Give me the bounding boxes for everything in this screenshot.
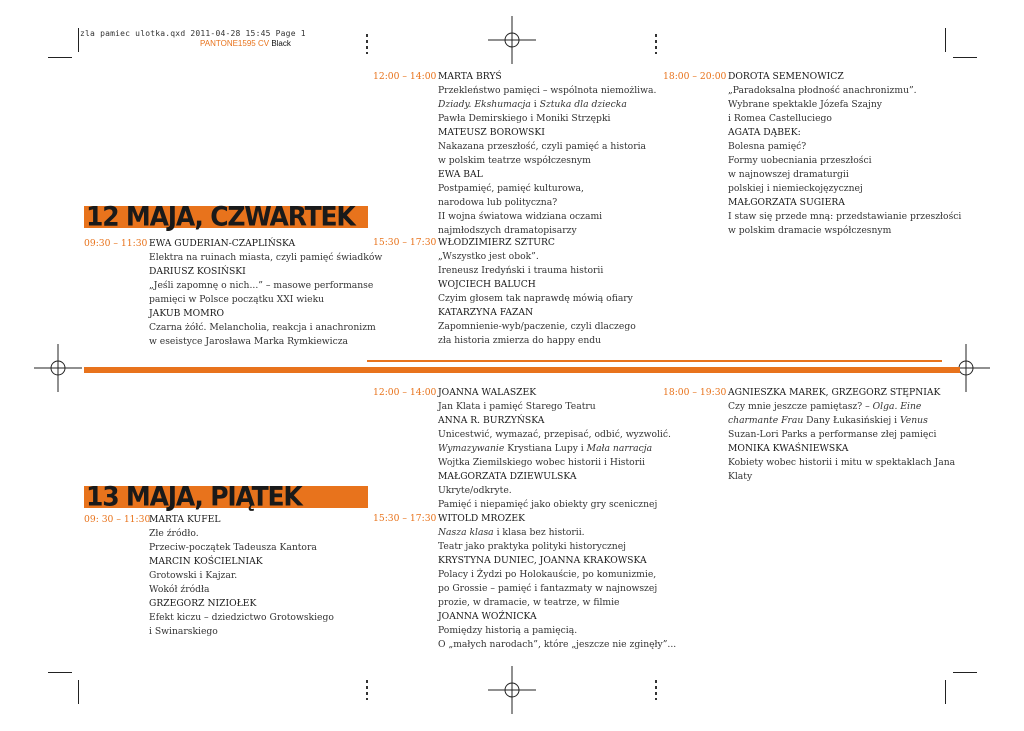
talk-title-line: Postpamięć, pamięć kulturowa, — [438, 183, 584, 194]
talk-item — [438, 306, 636, 348]
day-heading-1 — [84, 201, 368, 232]
talk-title-line: Wojtka Ziemilskiego wobec historii i Historii — [438, 457, 645, 468]
session-block — [663, 386, 955, 484]
talk-title-line: Klaty — [728, 471, 753, 482]
talk-item — [728, 70, 961, 126]
talk-title-line: „Paradoksalna płodność anachronizmu”. — [728, 85, 917, 96]
registration-mark-icon — [482, 660, 542, 720]
talk-title-line: Czy mnie jeszcze pamiętasz? – Olga. Eine — [728, 401, 922, 412]
registration-mark-icon — [28, 338, 88, 398]
talk-item — [438, 512, 676, 554]
session-block — [373, 512, 676, 652]
talk-title-line: Unicestwić, wymazać, przepisać, odbić, wyzwolić. — [438, 429, 671, 440]
session-talks — [438, 512, 676, 652]
talk-item — [438, 168, 656, 238]
talk-title-line: Formy uobecniania przeszłości — [728, 155, 872, 166]
talk-item — [438, 386, 671, 414]
talk-item — [438, 610, 676, 652]
talk-title-line: Jan Klata i pamięć Starego Teatru — [438, 401, 596, 412]
speaker-name: JAKUB MOMRO — [149, 308, 225, 319]
talk-title-line: Zapomnienie-wyb/paczenie, czyli dlaczego — [438, 321, 636, 332]
talk-title-line: Teatr jako praktyka polityki historycznej — [438, 541, 627, 552]
speaker-name: MATEUSZ BOROWSKI — [438, 127, 545, 138]
day-heading-2 — [84, 481, 368, 512]
talk-title-line: Pamięć i niepamięć jako obiekty gry scenicznej — [438, 499, 658, 510]
talk-title-line: Suzan-Lori Parks a performanse złej pamięci — [728, 429, 937, 440]
crop-mark — [48, 57, 72, 58]
talk-title-line: zła historia zmierza do happy endu — [438, 335, 602, 346]
talk-title-line: polskiej i niemieckojęzycznej — [728, 183, 863, 194]
talk-item — [438, 470, 671, 512]
talk-item — [438, 126, 656, 168]
speaker-name: MAŁGORZATA DZIEWULSKA — [438, 471, 577, 482]
talk-item — [728, 442, 955, 484]
session-time: 12:00 – 14:00 — [373, 71, 437, 82]
talk-title-line: w eseistyce Jarosława Marka Rymkiewicza — [149, 336, 349, 347]
talk-title-line: O „małych narodach”, które „jeszcze nie zginęły”... — [438, 639, 677, 650]
session-time: 12:00 – 14:00 — [373, 387, 437, 398]
session-block — [84, 513, 334, 639]
talk-title-line: Pomiędzy historią a pamięcią. — [438, 625, 578, 636]
speaker-name: MARCIN KOŚCIELNIAK — [149, 556, 263, 567]
talk-title-line: narodowa lub polityczna? — [438, 197, 558, 208]
talk-title-line: Nakazana przeszłość, czyli pamięć a historia — [438, 141, 646, 152]
talk-title-line: Elektra na ruinach miasta, czyli pamięć świadków — [149, 252, 383, 263]
speaker-name: KATARZYNA FAZAN — [438, 307, 534, 318]
speaker-name: DARIUSZ KOSIŃSKI — [149, 266, 246, 277]
talk-title-line: Pawła Demirskiego i Moniki Strzępki — [438, 113, 611, 124]
slug-black: Black — [271, 39, 291, 48]
session-block — [663, 70, 961, 238]
talk-title-line: pamięci w Polsce początku XXI wieku — [149, 294, 325, 305]
talk-title-line: Wybrane spektakle Józefa Szajny — [728, 99, 882, 110]
talk-title-line: Efekt kiczu – dziedzictwo Grotowskiego — [149, 612, 334, 623]
speaker-name: MARTA KUFEL — [149, 514, 221, 525]
session-time: 15:30 – 17:30 — [373, 237, 437, 248]
talk-item — [728, 126, 961, 196]
day-title: 13 MAJA, PIĄTEK — [86, 481, 302, 512]
talk-title-line: Grotowski i Kajzar. — [149, 570, 238, 581]
talk-title-line: Ireneusz Iredyński i trauma historii — [438, 265, 604, 276]
speaker-name: DOROTA SEMENOWICZ — [728, 71, 844, 82]
session-block — [373, 70, 656, 238]
session-talks — [438, 70, 656, 238]
talk-title-line: i Romea Castelluciego — [728, 113, 832, 124]
speaker-name: AGATA DĄBEK: — [728, 127, 801, 138]
talk-title-line: Nasza klasa i klasa bez historii. — [438, 527, 585, 538]
speaker-name: MONIKA KWAŚNIEWSKA — [728, 443, 849, 454]
session-time: 09:30 – 11:30 — [84, 238, 148, 249]
talk-title-line: II wojna światowa widziana oczami — [438, 211, 603, 222]
talk-title-line: w polskim dramacie współczesnym — [728, 225, 892, 236]
crop-mark — [945, 680, 946, 704]
talk-title-line: po Grossie – pamięć i fantazmaty w najnowszej — [438, 583, 658, 594]
session-talks — [149, 513, 334, 639]
speaker-name: JOANNA WOŹNICKA — [438, 611, 537, 622]
session-time: 18:00 – 20:00 — [663, 71, 727, 82]
talk-item — [149, 265, 382, 307]
divider-band — [84, 367, 960, 373]
talk-title-line: charmante Frau Dany Łukasińskiej i Venus — [728, 415, 928, 426]
speaker-name: WŁODZIMIERZ SZTURC — [438, 237, 555, 248]
talk-title-line: „Jeśli zapomnę o nich...” – masowe performanse — [149, 280, 374, 291]
talk-title-line: Kobiety wobec historii i mitu w spektaklach Jana — [728, 457, 956, 468]
talk-title-line: prozie, w dramacie, w teatrze, w filmie — [438, 597, 620, 608]
talk-title-line: I staw się przede mną: przedstawianie przeszłości — [728, 211, 962, 222]
slug-pantone: PANTONE1595 CV — [200, 39, 270, 48]
talk-title-line: Czyim głosem tak naprawdę mówią ofiary — [438, 293, 633, 304]
session-talks — [728, 386, 955, 484]
fold-mark — [366, 34, 368, 54]
talk-title-line: Czarna żółć. Melancholia, reakcja i anachronizm — [149, 322, 376, 333]
session-talks — [728, 70, 961, 238]
talk-title-line: Wymazywanie Krystiana Lupy i Mała narracja — [438, 443, 653, 454]
fold-mark — [655, 680, 657, 700]
session-time: 09: 30 – 11:30 — [84, 514, 151, 525]
speaker-name: KRYSTYNA DUNIEC, JOANNA KRAKOWSKA — [438, 555, 647, 566]
fold-mark — [655, 34, 657, 54]
talk-item — [149, 513, 334, 555]
fold-mark — [366, 680, 368, 700]
talk-title-line: w polskim teatrze współczesnym — [438, 155, 591, 166]
slug-color-line — [200, 39, 291, 48]
talk-item — [149, 555, 334, 597]
day-title: 12 MAJA, CZWARTEK — [86, 201, 355, 232]
talk-title-line: Bolesna pamięć? — [728, 141, 807, 152]
session-talks — [438, 386, 671, 512]
crop-mark — [78, 28, 79, 52]
talk-title-line: Przekleństwo pamięci – wspólnota niemożliwa. — [438, 85, 657, 96]
session-block — [373, 236, 636, 348]
crop-mark — [945, 28, 946, 52]
speaker-name: WOJCIECH BALUCH — [438, 279, 536, 290]
talk-title-line: „Wszystko jest obok”. — [438, 251, 539, 262]
talk-title-line: Ukryte/odkryte. — [438, 485, 512, 496]
registration-mark-icon — [482, 10, 542, 70]
speaker-name: WITOLD MROZEK — [438, 513, 525, 524]
talk-title-line: Polacy i Żydzi po Holokauście, po komunizmie, — [438, 569, 657, 580]
talk-item — [728, 386, 955, 442]
talk-title-line: w najnowszej dramaturgii — [728, 169, 849, 180]
speaker-name: JOANNA WALASZEK — [438, 387, 537, 398]
session-talks — [149, 237, 382, 349]
talk-item — [438, 278, 636, 306]
talk-item — [438, 236, 636, 278]
session-talks — [438, 236, 636, 348]
speaker-name: MAŁGORZATA SUGIERA — [728, 197, 845, 208]
crop-mark — [78, 680, 79, 704]
talk-item — [149, 237, 382, 265]
talk-title-line: i Swinarskiego — [149, 626, 218, 637]
talk-title-line: Przeciw-początek Tadeusza Kantora — [149, 542, 317, 553]
talk-title-line: najmłodszych dramatopisarzy — [438, 225, 577, 236]
talk-title-line: Wokół źródła — [149, 584, 210, 595]
speaker-name: MARTA BRYŚ — [438, 71, 502, 82]
talk-item — [728, 196, 961, 238]
speaker-name: AGNIESZKA MAREK, GRZEGORZ STĘPNIAK — [728, 387, 941, 398]
crop-mark — [953, 57, 977, 58]
session-time: 18:00 – 19:30 — [663, 387, 727, 398]
talk-item — [438, 70, 656, 126]
speaker-name: EWA BAL — [438, 169, 483, 180]
slug-file-line: zla pamiec ulotka.qxd 2011-04-28 15:45 Page 1 — [80, 29, 306, 38]
divider-band-thin — [367, 360, 942, 362]
crop-mark — [953, 672, 977, 673]
talk-item — [438, 414, 671, 470]
speaker-name: GRZEGORZ NIZIOŁEK — [149, 598, 257, 609]
talk-item — [149, 307, 382, 349]
session-time: 15:30 – 17:30 — [373, 513, 437, 524]
session-block — [84, 237, 382, 349]
talk-title-line: Dziady. Ekshumacja i Sztuka dla dziecka — [438, 99, 627, 110]
talk-item — [149, 597, 334, 639]
crop-mark — [48, 672, 72, 673]
talk-item — [438, 554, 676, 610]
session-block — [373, 386, 671, 512]
speaker-name: EWA GUDERIAN-CZAPLIŃSKA — [149, 238, 296, 249]
speaker-name: ANNA R. BURZYŃSKA — [438, 415, 545, 426]
talk-title-line: Złe źródło. — [149, 528, 199, 539]
